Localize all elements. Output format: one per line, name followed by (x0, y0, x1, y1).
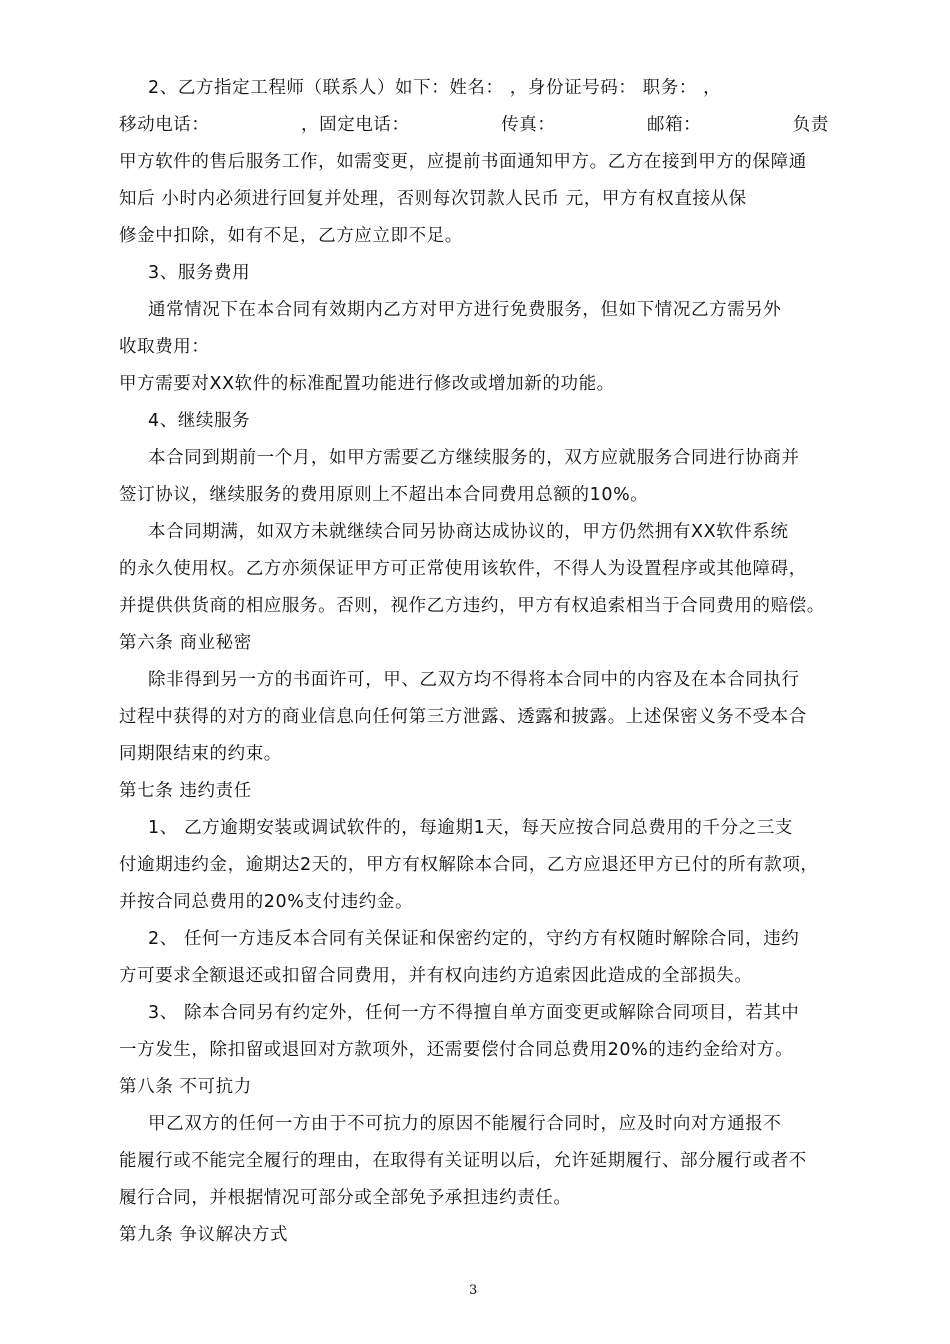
paragraph-line: 本合同期满，如双方未就继续合同另协商达成协议的，甲方仍然拥有XX软件系统 (148, 522, 789, 542)
article-heading: 第八条 不可抗力 (119, 1077, 252, 1097)
paragraph-line: 2、乙方指定工程师（联系人）如下：姓名： ，身份证号码： 职务： ， (148, 78, 722, 98)
paragraph-line: 方可要求全额退还或扣留合同费用，并有权向违约方追索因此造成的全部损失。 (119, 966, 753, 986)
paragraph-line: 知后 小时内必须进行回复并处理，否则每次罚款人民币 元，甲方有权直接从保 (119, 189, 747, 209)
paragraph-line: 修金中扣除，如有不足，乙方应立即不足。 (119, 226, 463, 246)
section-heading: 4、继续服务 (148, 411, 251, 431)
paragraph-line: 3、 除本合同另有约定外，任何一方不得擅自单方面变更或解除合同项目，若其中 (148, 1003, 800, 1023)
contact-info-line (119, 113, 829, 137)
fax-label: 传真： (501, 115, 556, 135)
paragraph-line: 甲方软件的售后服务工作，如需变更，应提前书面通知甲方。乙方在接到甲方的保障通 (119, 152, 807, 172)
paragraph-line: 能履行或不能完全履行的理由，在取得有关证明以后，允许延期履行、部分履行或者不 (119, 1151, 807, 1171)
fixed-phone-label: ，固定电话： (301, 115, 410, 135)
paragraph-line: 一方发生，除扣留或退回对方款项外，还需要偿付合同总费用20%的违约金给对方。 (119, 1040, 794, 1060)
paragraph-line: 同期限结束的约束。 (119, 744, 282, 764)
paragraph-line: 过程中获得的对方的商业信息向任何第三方泄露、透露和披露。上述保密义务不受本合 (119, 707, 807, 727)
paragraph-line: 2、 任何一方违反本合同有关保证和保密约定的，守约方有权随时解除合同，违约 (148, 929, 800, 949)
paragraph-line: 并提供供货商的相应服务。否则，视作乙方违约，甲方有权追索相当于合同费用的赔偿。 (119, 596, 825, 616)
paragraph-line: 通常情况下在本合同有效期内乙方对甲方进行免费服务，但如下情况乙方需另外 (148, 300, 782, 320)
mobile-phone-label: 移动电话： (119, 115, 210, 135)
section-heading: 3、服务费用 (148, 263, 251, 283)
paragraph-line: 收取费用： (119, 337, 210, 357)
paragraph-line: 并按合同总费用的20%支付违约金。 (119, 892, 414, 912)
article-heading: 第六条 商业秘密 (119, 633, 252, 653)
paragraph-line: 1、 乙方逾期安装或调试软件的，每逾期1天，每天应按合同总费用的千分之三支 (148, 818, 794, 838)
paragraph-line: 付逾期违约金，逾期达2天的，甲方有权解除本合同，乙方应退还甲方已付的所有款项， (119, 855, 819, 875)
paragraph-line: 甲乙双方的任何一方由于不可抗力的原因不能履行合同时，应及时向对方通报不 (148, 1114, 782, 1134)
article-heading: 第九条 争议解决方式 (119, 1225, 289, 1245)
paragraph-line: 的永久使用权。乙方亦须保证甲方可正常使用该软件，不得人为设置程序或其他障碍， (119, 559, 807, 579)
responsible-text: 负责 (792, 115, 829, 135)
paragraph-line: 除非得到另一方的书面许可，甲、乙双方均不得将本合同中的内容及在本合同执行 (148, 670, 800, 690)
email-label: 邮箱： (646, 115, 702, 135)
paragraph-line: 甲方需要对XX软件的标准配置功能进行修改或增加新的功能。 (119, 374, 615, 394)
paragraph-line: 履行合同，并根据情况可部分或全部免予承担违约责任。 (119, 1188, 572, 1208)
article-heading: 第七条 违约责任 (119, 781, 252, 801)
paragraph-line: 本合同到期前一个月，如甲方需要乙方继续服务的，双方应就服务合同进行协商并 (148, 448, 800, 468)
page-number: 3 (469, 1283, 478, 1298)
paragraph-line: 签订协议，继续服务的费用原则上不超出本合同费用总额的10%。 (119, 485, 649, 505)
